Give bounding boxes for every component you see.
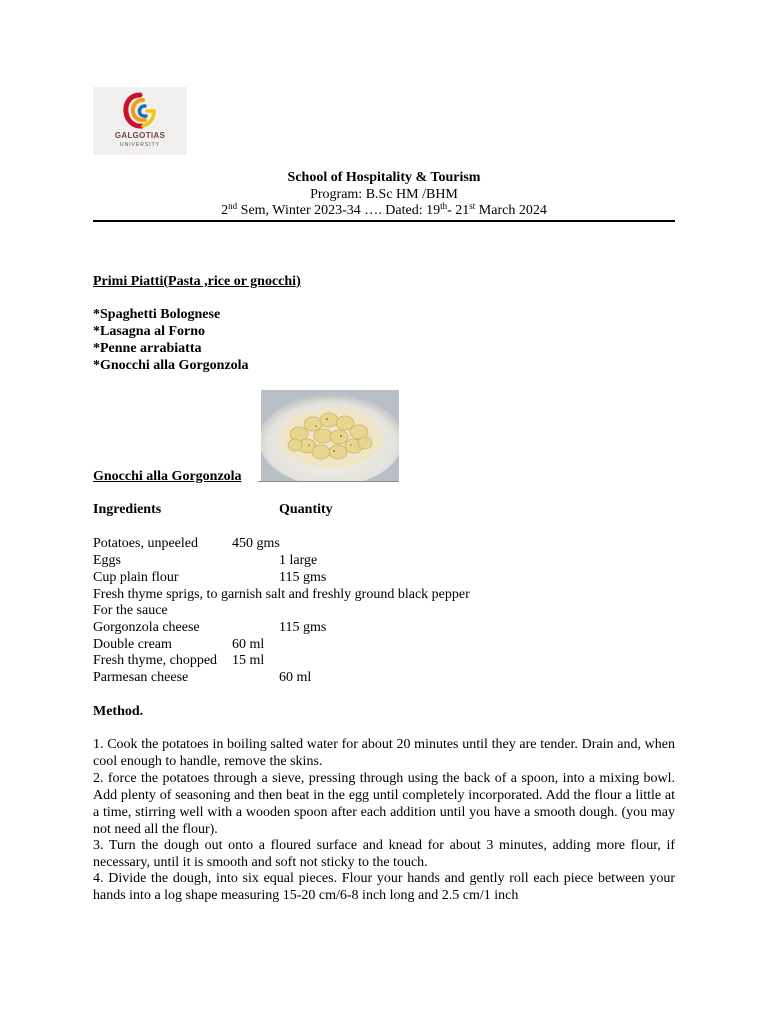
logo-subtitle: UNIVERSITY bbox=[119, 142, 160, 148]
ingredient-row: Parmesan cheese bbox=[93, 670, 189, 685]
ingredient-qty: 450 gms bbox=[232, 536, 280, 551]
recipe-title: Gnocchi alla Gorgonzola bbox=[93, 469, 242, 484]
semester-date-line: 2nd Sem, Winter 2023-34 …. Dated: 19th- 21st March 2024 bbox=[221, 201, 547, 218]
quantity-header: Quantity bbox=[279, 502, 333, 517]
dish-item: *Penne arrabiatta bbox=[93, 341, 202, 356]
ingredient-qty: 115 gms bbox=[279, 620, 327, 635]
galgotias-emblem-icon bbox=[121, 91, 159, 131]
dish-item: *Gnocchi alla Gorgonzola bbox=[93, 358, 249, 373]
university-logo bbox=[93, 87, 187, 155]
method-step: 2. force the potatoes through a sieve, pressing through using the back of a spoon, into a mixing bowl. Add plenty of seasoning and then beat in the egg until completely incorporated. Add the flour a little at a time, stirring well with a wooden spoon after each addition until you have a smooth dough. (you may not need all the flour). bbox=[93, 771, 675, 837]
ingredient-row: Fresh thyme sprigs, to garnish salt and freshly ground black pepper bbox=[93, 587, 470, 602]
ingredient-row: Potatoes, unpeeled bbox=[93, 536, 198, 551]
ingredient-row: Gorgonzola cheese bbox=[93, 620, 200, 635]
gnocchi-photo bbox=[261, 390, 399, 482]
ingredient-row: Cup plain flour bbox=[93, 570, 179, 585]
header-divider bbox=[93, 220, 675, 222]
school-title: School of Hospitality & Tourism bbox=[287, 170, 481, 185]
ingredients-header: Ingredients bbox=[93, 502, 162, 517]
method-step: 1. Cook the potatoes in boiling salted water for about 20 minutes until they are tender. Drain and, when cool enough to handle, remove the skins. bbox=[93, 737, 675, 769]
method-step: 3. Turn the dough out onto a floured surface and knead for about 3 minutes, adding more flour, if necessary, until it is smooth and soft not sticky to the touch. bbox=[93, 838, 675, 870]
image-caption-underline bbox=[258, 481, 398, 482]
sauce-subheading: For the sauce bbox=[93, 603, 168, 618]
method-step: 4. Divide the dough, into six equal pieces. Flour your hands and gently roll each piece between your hands into a log shape measuring 15-20 cm/6-8 inch long and 2.5 cm/1 inch bbox=[93, 871, 675, 903]
ingredient-qty: 1 large bbox=[279, 553, 318, 568]
ingredient-row: Fresh thyme, chopped bbox=[93, 653, 218, 668]
dish-item: *Lasagna al Forno bbox=[93, 324, 206, 339]
ingredient-qty: 60 ml bbox=[279, 670, 312, 685]
method-title: Method. bbox=[93, 704, 144, 719]
ingredient-row: Eggs bbox=[93, 553, 121, 568]
logo-name: GALGOTIAS bbox=[114, 131, 166, 140]
ingredient-qty: 115 gms bbox=[279, 570, 327, 585]
ingredient-row: Double cream bbox=[93, 637, 172, 652]
program-line: Program: B.Sc HM /BHM bbox=[310, 187, 458, 202]
section-title: Primi Piatti(Pasta ,rice or gnocchi) bbox=[93, 274, 301, 289]
ingredient-qty: 15 ml bbox=[232, 653, 265, 668]
dish-item: *Spaghetti Bolognese bbox=[93, 307, 221, 322]
ingredient-qty: 60 ml bbox=[232, 637, 265, 652]
